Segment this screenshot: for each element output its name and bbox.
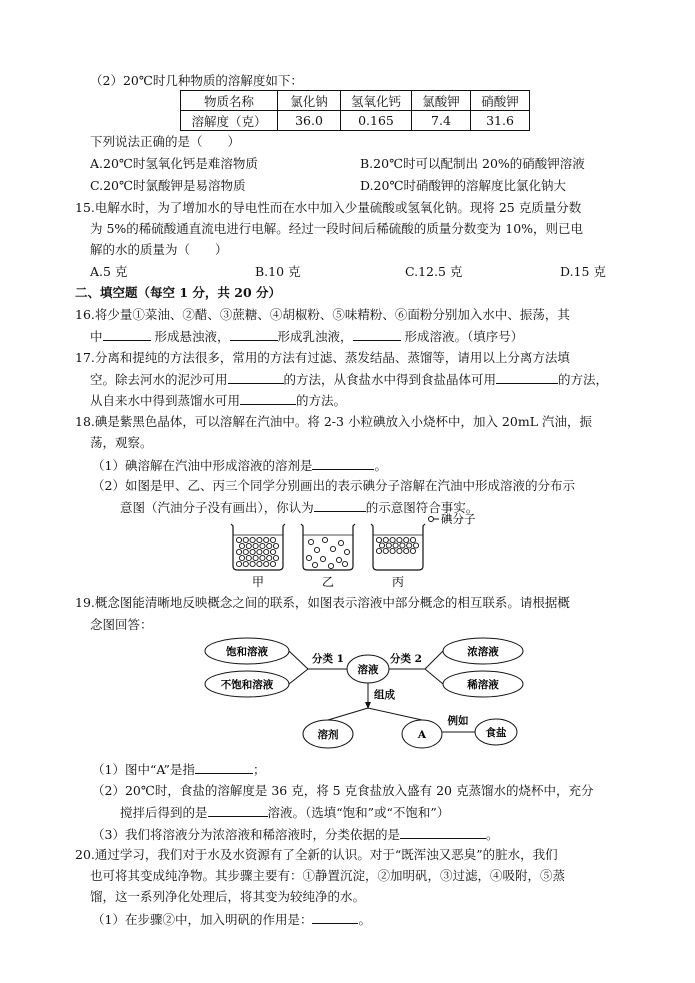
iodine-molecule (342, 561, 347, 566)
text: 中 (90, 329, 103, 344)
iodine-molecule (236, 549, 241, 554)
table-cell: 物质名称 (181, 91, 278, 111)
beaker-yi (301, 524, 355, 570)
iodine-molecule (236, 561, 241, 566)
iodine-molecule (306, 555, 311, 560)
text: 的方法， (558, 372, 609, 387)
iodine-molecule (338, 540, 343, 545)
table-cell: 7.4 (412, 111, 471, 131)
q15-line2: 为 5%的稀硫酸通直流电进行电解。经过一段时间后稀硫酸的质量分数变为 10%，则已电 (90, 221, 584, 236)
answer-blank[interactable] (400, 825, 486, 839)
answer-blank[interactable] (312, 456, 374, 470)
iodine-molecule (273, 543, 278, 548)
table-cell: 氯化钠 (278, 91, 341, 111)
text: 形成悬浊液， (150, 329, 230, 344)
text: 的方法。 (296, 393, 347, 408)
q19-line2: 念图回答： (90, 617, 153, 632)
iodine-molecule (320, 556, 325, 561)
q17-line3 (90, 391, 346, 409)
q18-sub2-line1: （2）如图是甲、乙、丙三个同学分别画出的表示碘分子溶解在汽油中形成溶液的分布示 (92, 478, 575, 493)
q20-line3: 馏，这一系列净化处理后，将其变为较纯净的水。 (90, 889, 366, 904)
answer-blank[interactable] (312, 910, 358, 924)
q15-line1: 15.电解水时，为了增加水的导电性而在水中加入少量硫酸或氢氧化钠。现将 25 克质量分数 (75, 200, 582, 215)
q19-sub2-line1: （2）20℃时，食盐的溶解度是 36 克，将 5 克食盐放入盛有 20 克蒸馏水的烧杯中，充分 (92, 783, 594, 798)
text: 搅拌后得到的是 (120, 805, 208, 820)
table-row (181, 91, 530, 111)
q19-sub1 (92, 760, 265, 778)
iodine-molecule (397, 537, 402, 542)
q14-option-a: A.20℃时氢氧化钙是难溶物质 (90, 156, 258, 171)
iodine-molecule (257, 549, 262, 554)
q17-line2 (90, 370, 608, 388)
table-row (181, 111, 530, 131)
answer-blank[interactable] (353, 327, 401, 341)
iodine-molecule (270, 537, 275, 542)
iodine-molecule (243, 549, 248, 554)
text: （1）碘溶解在汽油中形成溶液的溶剂是 (92, 458, 313, 473)
beaker-bing (371, 524, 425, 570)
iodine-molecule (336, 557, 341, 562)
iodine-molecule (328, 563, 333, 568)
iodine-molecule (257, 561, 262, 566)
section2-title: 二、填空题（每空 1 分，共 20 分） (75, 285, 282, 300)
iodine-molecule (250, 549, 255, 554)
iodine-molecule (376, 548, 381, 553)
iodine-molecule (314, 547, 319, 552)
iodine-molecule (239, 555, 244, 560)
answer-blank[interactable] (208, 803, 268, 817)
label-example: 例如 (447, 715, 469, 727)
iodine-molecule (264, 537, 269, 542)
q18-line2: 荡，观察。 (90, 435, 153, 450)
answer-blank[interactable] (230, 327, 278, 341)
q18-sub1 (92, 456, 387, 474)
text: 溶液。（选填“饱和”或“不饱和”） (267, 805, 450, 820)
iodine-molecule (253, 555, 258, 560)
iodine-molecule (236, 537, 241, 542)
iodine-molecule (397, 548, 402, 553)
iodine-molecule (250, 561, 255, 566)
q19-sub3 (92, 825, 498, 843)
text: 的示意图符合事实。 (365, 500, 479, 515)
q19-sub2-line2 (120, 803, 449, 821)
iodine-molecule (404, 548, 409, 553)
iodine-molecule (257, 537, 262, 542)
q15-option-d: D.15 克 (560, 264, 606, 279)
iodine-molecule (267, 543, 272, 548)
arrow-down-icon (365, 702, 371, 709)
q14-intro: （2）20℃时几种物质的溶解度如下： (90, 73, 303, 88)
iodine-molecule (379, 543, 384, 548)
text: （1）图中“A”是指 (92, 762, 195, 777)
text: 。 (358, 912, 371, 927)
answer-blank[interactable] (314, 498, 366, 512)
text: 。 (374, 458, 387, 473)
connector-line (328, 708, 368, 720)
iodine-molecule (400, 543, 405, 548)
beakers-figure (225, 512, 495, 590)
connector-line (368, 708, 422, 720)
iodine-molecule (260, 543, 265, 548)
iodine-molecule (410, 548, 415, 553)
beaker-label-jia: 甲 (252, 575, 265, 589)
connector-line (425, 669, 443, 684)
connector-line (289, 651, 308, 669)
iodine-molecule (260, 555, 265, 560)
iodine-molecule (243, 561, 248, 566)
q15-line3: 解的水的质量为（ ） (90, 242, 228, 257)
legend-label: 碘分子 (441, 512, 476, 526)
connector-line (425, 651, 443, 669)
iodine-molecule (246, 555, 251, 560)
iodine-molecule (267, 555, 272, 560)
iodine-molecule (253, 543, 258, 548)
beaker-label-bing: 丙 (392, 575, 405, 589)
answer-blank[interactable] (103, 327, 151, 341)
iodine-molecule (322, 537, 327, 542)
text: 形成溶液。（填序号） (400, 329, 524, 344)
text: ； (252, 762, 266, 777)
iodine-molecule (270, 549, 275, 554)
iodine-molecule (264, 549, 269, 554)
iodine-molecule (308, 539, 313, 544)
q18-line1: 18.碘是紫黑色晶体，可以溶解在汽油中。将 2-3 小粒碘放入小烧杯中，加入 20mL 汽油，振 (75, 414, 592, 429)
iodine-molecule (312, 562, 317, 567)
concept-map (200, 632, 530, 754)
label-dilute: 稀溶液 (467, 679, 499, 691)
q14-option-d: D.20℃时硝酸钾的溶解度比氯化钠大 (360, 178, 566, 193)
iodine-molecule (264, 561, 269, 566)
table-cell: 溶解度（克） (181, 111, 278, 131)
answer-blank[interactable] (195, 760, 253, 774)
text: （3）我们将溶液分为浓溶液和稀溶液时，分类依据的是 (92, 827, 400, 842)
q16-line2 (90, 327, 523, 345)
table-cell: 36.0 (278, 111, 341, 131)
q14-option-b: B.20℃时可以配制出 20%的硝酸钾溶液 (360, 156, 585, 171)
text: 。 (485, 827, 499, 842)
q14-option-c: C.20℃时氯酸钾是易溶物质 (90, 178, 246, 193)
iodine-molecule (383, 537, 388, 542)
iodine-molecule (390, 537, 395, 542)
iodine-molecule (270, 561, 275, 566)
beaker-jia (231, 524, 285, 570)
text: 的方法，从食盐水中得到食盐晶体可用 (283, 372, 497, 387)
label-solution: 溶液 (357, 664, 379, 676)
label-concentrated: 浓溶液 (467, 646, 499, 658)
iodine-molecule (330, 546, 335, 551)
iodine-molecule (376, 537, 381, 542)
q20-line1: 20.通过学习，我们对于水及水资源有了全新的认识。对于“既浑浊又恶臭”的脏水，我们 (75, 847, 558, 862)
answer-blank[interactable] (240, 391, 296, 405)
label-saturated: 饱和溶液 (226, 646, 268, 658)
label-salt: 食盐 (485, 727, 507, 739)
iodine-molecule (246, 543, 251, 548)
text: 形成乳浊液， (277, 329, 353, 344)
iodine-molecule (273, 555, 278, 560)
iodine-molecule (413, 543, 418, 548)
iodine-molecule (383, 548, 388, 553)
text: （1）在步骤②中，加入明矾的作用是： (92, 912, 313, 927)
table-cell: 0.165 (341, 111, 412, 131)
label-solvent: 溶剂 (317, 729, 339, 741)
label-a: A (417, 729, 427, 741)
iodine-molecule (393, 543, 398, 548)
label-class2: 分类 2 (390, 653, 422, 665)
iodine-molecule (243, 537, 248, 542)
q14-question: 下列说法正确的是（ ） (90, 134, 241, 149)
iodine-molecule (386, 543, 391, 548)
q16-line1: 16.将少量①菜油、②醋、③蔗糖、④胡椒粉、⑤味精粉、⑥面粉分别加入水中、振荡，其 (75, 307, 570, 322)
table-cell: 氯酸钾 (412, 91, 471, 111)
q15-option-c: C.12.5 克 (405, 264, 463, 279)
table-cell: 硝酸钾 (471, 91, 530, 111)
iodine-molecule (404, 537, 409, 542)
text: 空。除去河水的泥沙可用 (90, 372, 228, 387)
label-class1: 分类 1 (312, 653, 344, 665)
q15-option-b: B.10 克 (255, 264, 301, 279)
q19-line1: 19.概念图能清晰地反映概念之间的联系，如图表示溶液中部分概念的相互联系。请根据概 (75, 595, 570, 610)
answer-blank[interactable] (228, 370, 284, 384)
table-cell: 31.6 (471, 111, 530, 131)
iodine-molecule (344, 549, 349, 554)
connector-line (289, 669, 308, 684)
q17-line1: 17.分离和提纯的方法很多，常用的方法有过滤、蒸发结晶、蒸馏等，请用以上分离方法填 (75, 350, 570, 365)
iodine-molecule (410, 537, 415, 542)
q20-line2: 也可将其变成纯净物。其步骤主要有：①静置沉淀，②加明矾，③过滤，④吸附，⑤蒸 (90, 868, 566, 883)
text: 从自来水中得到蒸馏水可用 (90, 393, 241, 408)
iodine-molecule (250, 537, 255, 542)
text: 意图（汽油分子没有画出），你认为 (120, 500, 314, 515)
legend-molecule-icon (429, 517, 434, 522)
table-cell: 氢氧化钙 (341, 91, 412, 111)
iodine-molecule (239, 543, 244, 548)
answer-blank[interactable] (496, 370, 558, 384)
iodine-molecule (390, 548, 395, 553)
label-compose: 组成 (374, 689, 395, 701)
q20-sub1 (92, 910, 371, 928)
solubility-table (180, 90, 530, 131)
label-unsaturated: 不饱和溶液 (220, 679, 274, 691)
beaker-label-yi: 乙 (322, 575, 335, 589)
iodine-molecule (407, 543, 412, 548)
q15-option-a: A.5 克 (90, 264, 128, 279)
